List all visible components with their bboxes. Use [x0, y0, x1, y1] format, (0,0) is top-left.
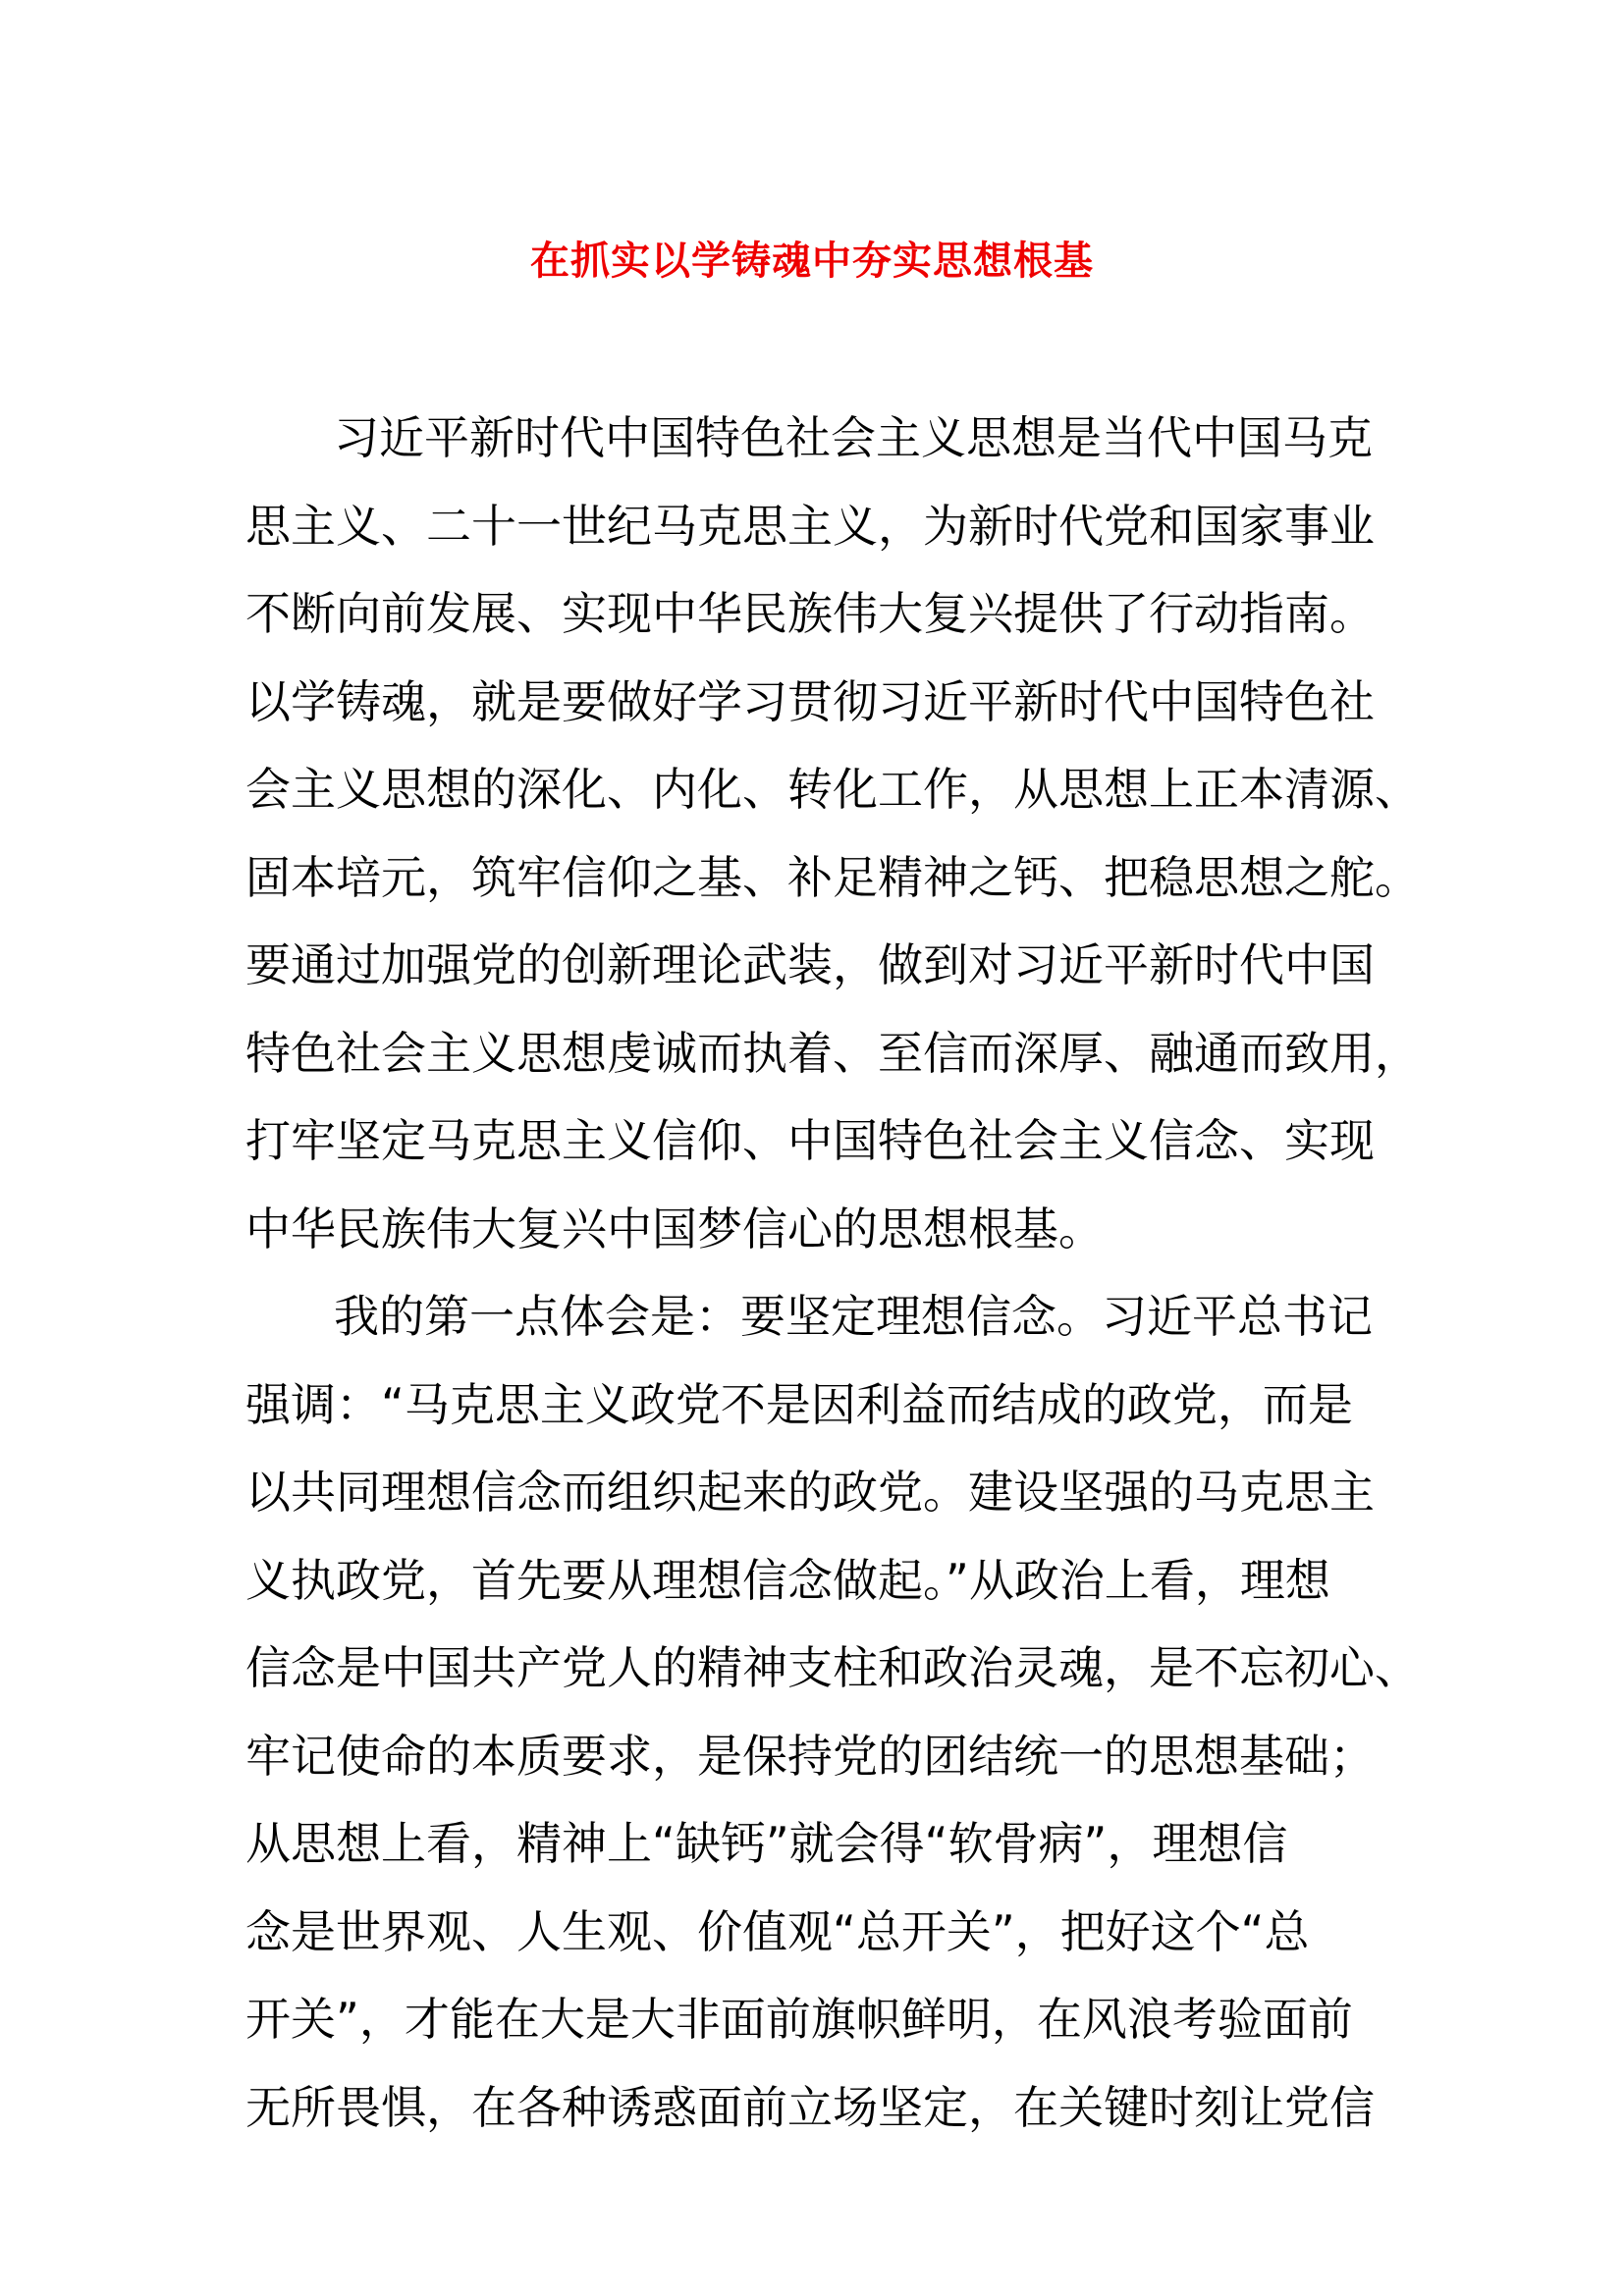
paragraph-line: 打牢坚定马克思主义信仰、中国特色社会主义信念、实现	[245, 1114, 1375, 1167]
paragraph-line: 习近平新时代中国特色社会主义思想是当代中国马克	[334, 411, 1373, 464]
paragraph-line: 强调：“马克思主义政党不是因利益而结成的政党，而是	[245, 1377, 1353, 1431]
paragraph-line: 牢记使命的本质要求，是保持党的团结统一的思想基础；	[245, 1729, 1375, 1783]
document-body	[245, 395, 1420, 2152]
paragraph-line: 会主义思想的深化、内化、转化工作，从思想上正本清源、	[245, 763, 1420, 816]
paragraph-line: 信念是中国共产党人的精神支柱和政治灵魂，是不忘初心、	[245, 1641, 1420, 1694]
paragraph-line: 开关”，才能在大是大非面前旗帜鲜明，在风浪考验面前	[245, 1993, 1353, 2046]
paragraph-line: 以学铸魂，就是要做好学习贯彻习近平新时代中国特色社	[245, 674, 1375, 728]
paragraph-line: 我的第一点体会是：要坚定理想信念。习近平总书记	[334, 1290, 1373, 1343]
paragraph-line: 要通过加强党的创新理论武装，做到对习近平新时代中国	[245, 938, 1375, 991]
document-title: 在抓实以学铸魂中夯实思想根基	[530, 239, 1094, 284]
paragraph-line: 义执政党，首先要从理想信念做起。”从政治上看，理想	[245, 1553, 1330, 1607]
paragraph-line: 无所畏惧，在各种诱惑面前立场坚定，在关键时刻让党信	[245, 2080, 1375, 2134]
paragraph-line: 念是世界观、人生观、价值观“总开关”，把好这个“总	[245, 1904, 1310, 1958]
paragraph-line: 从思想上看，精神上“缺钙”就会得“软骨病”，理想信	[245, 1817, 1288, 1870]
paragraph-line: 特色社会主义思想虔诚而执着、至信而深厚、融通而致用，	[245, 1026, 1420, 1080]
paragraph-line: 中华民族伟大复兴中国梦信心的思想根基。	[245, 1201, 1104, 1255]
paragraph-line: 思主义、二十一世纪马克思主义，为新时代党和国家事业	[245, 499, 1375, 553]
paragraph-line: 固本培元，筑牢信仰之基、补足精神之钙、把稳思想之舵。	[245, 850, 1420, 904]
paragraph-line: 以共同理想信念而组织起来的政党。建设坚强的马克思主	[245, 1466, 1375, 1519]
paragraph-line: 不断向前发展、实现中华民族伟大复兴提供了行动指南。	[245, 587, 1375, 640]
